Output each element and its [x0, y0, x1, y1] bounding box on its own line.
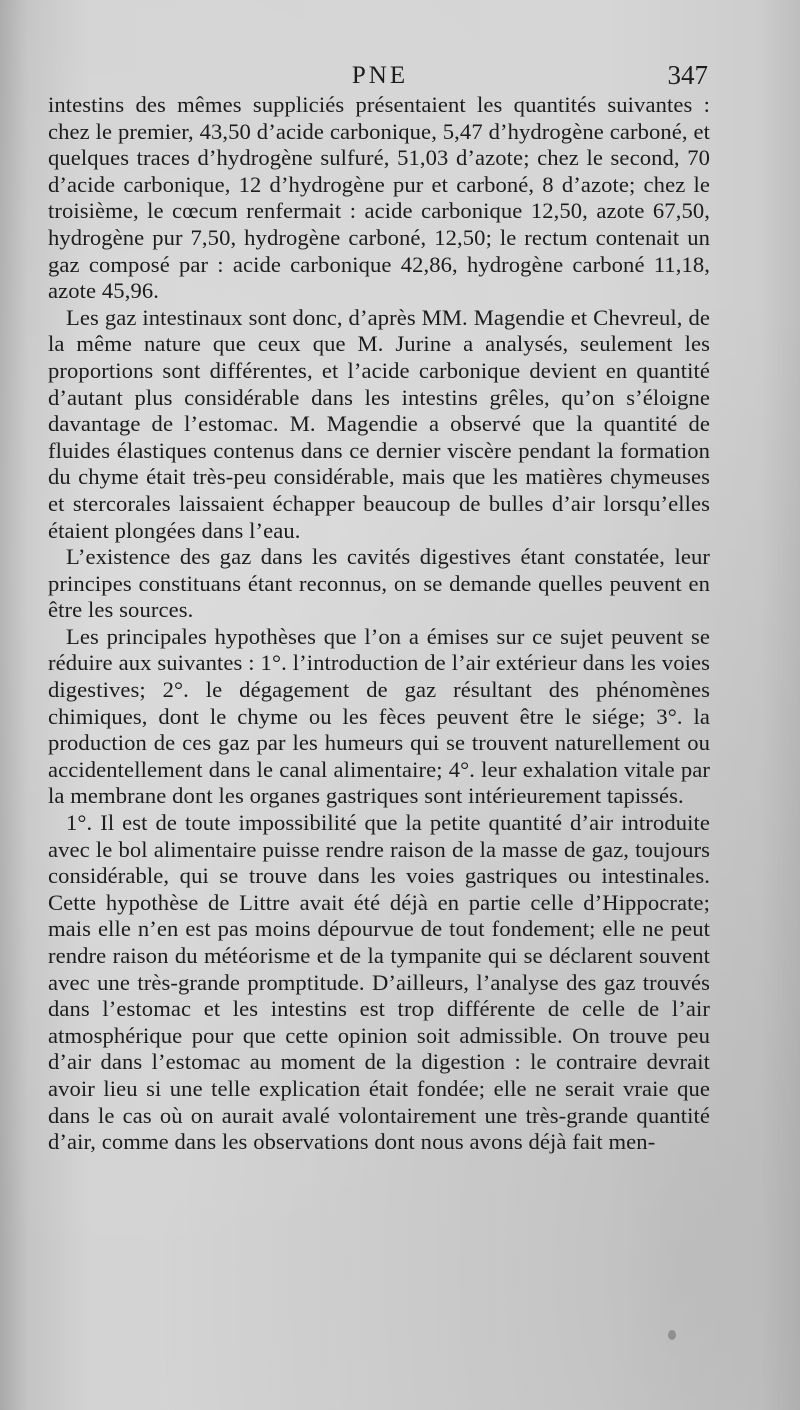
paragraph-3: L’existence des gaz dans les cavités digestives étant constatée, leur principes constituans étant reconnus, on se demande quelles peuvent en être les sources.: [48, 544, 710, 623]
ink-speck: [668, 1330, 676, 1340]
body-text: [48, 92, 710, 1156]
running-head: PNE: [351, 62, 409, 89]
paragraph-5: 1°. Il est de toute impossibilité que la petite quantité d’air introduite avec le bol alimentaire puisse rendre raison de la masse de gaz, toujours considérable, qui se trouve dans les voies gastriques ou intestinales. Cette hypothèse de Littre avait été déjà en partie celle d’Hippocrate; mais elle n’en est pas moins dépourvue de tout fondement; elle ne peut rendre raison du météorisme et de la tympanite qui se déclarent souvent avec une très-grande promptitude. D’ailleurs, l’analyse des gaz trouvés dans l’estomac et les intestins est trop différente de celle de l’air atmosphérique pour que cette opinion soit admissible. On trouve peu d’air dans l’estomac au moment de la digestion : le contraire devrait avoir lieu si une telle explication était fondée; elle ne serait vraie que dans le cas où on aurait avalé volontairement une très-grande quantité d’air, comme dans les observations dont nous avons déjà fait men-: [48, 810, 710, 1155]
page-number: 347: [667, 60, 708, 90]
paragraph-2: Les gaz intestinaux sont donc, d’après MM. Magendie et Chevreul, de la même nature que ceux que M. Jurine a analysés, seulement les proportions sont différentes, et l’acide carbonique devient en quantité d’autant plus considérable dans les intestins grêles, qu’on s’éloigne davantage de l’estomac. M. Magendie a observé que la quantité de fluides élastiques contenus dans ce dernier viscère pendant la formation du chyme était très-peu considérable, mais que les matières chymeuses et stercorales laissaient échapper beaucoup de bulles d’air lorsqu’elles étaient plongées dans l’eau.: [48, 304, 710, 543]
paragraph-4: Les principales hypothèses que l’on a émises sur ce sujet peuvent se réduire aux suivantes : 1°. l’introduction de l’air extérieur dans les voies digestives; 2°. le dégagement de gaz résultant des phénomènes chimiques, dont le chyme ou les fèces peuvent être le siége; 3°. la production de ces gaz par les humeurs qui se trouvent naturellement ou accidentellement dans le canal alimentaire; 4°. leur exhalation vitale par la membrane dont les organes gastriques sont intérieurement tapissés.: [48, 623, 710, 809]
paragraph-1: intestins des mêmes suppliciés présentaient les quantités suivantes : chez le premier, 43,50 d’acide carbonique, 5,47 d’hydrogène carboné, et quelques traces d’hydrogène sulfuré, 51,03 d’azote; chez le second, 70 d’acide carbonique, 12 d’hydrogène pur et carboné, 8 d’azote; chez le troisième, le cœcum renfermait : acide carbonique 12,50, azote 67,50, hydrogène pur 7,50, hydrogène carboné, 12,50; le rectum contenait un gaz composé par : acide carbonique 42,86, hydrogène carboné 11,18, azote 45,96.: [48, 92, 710, 304]
